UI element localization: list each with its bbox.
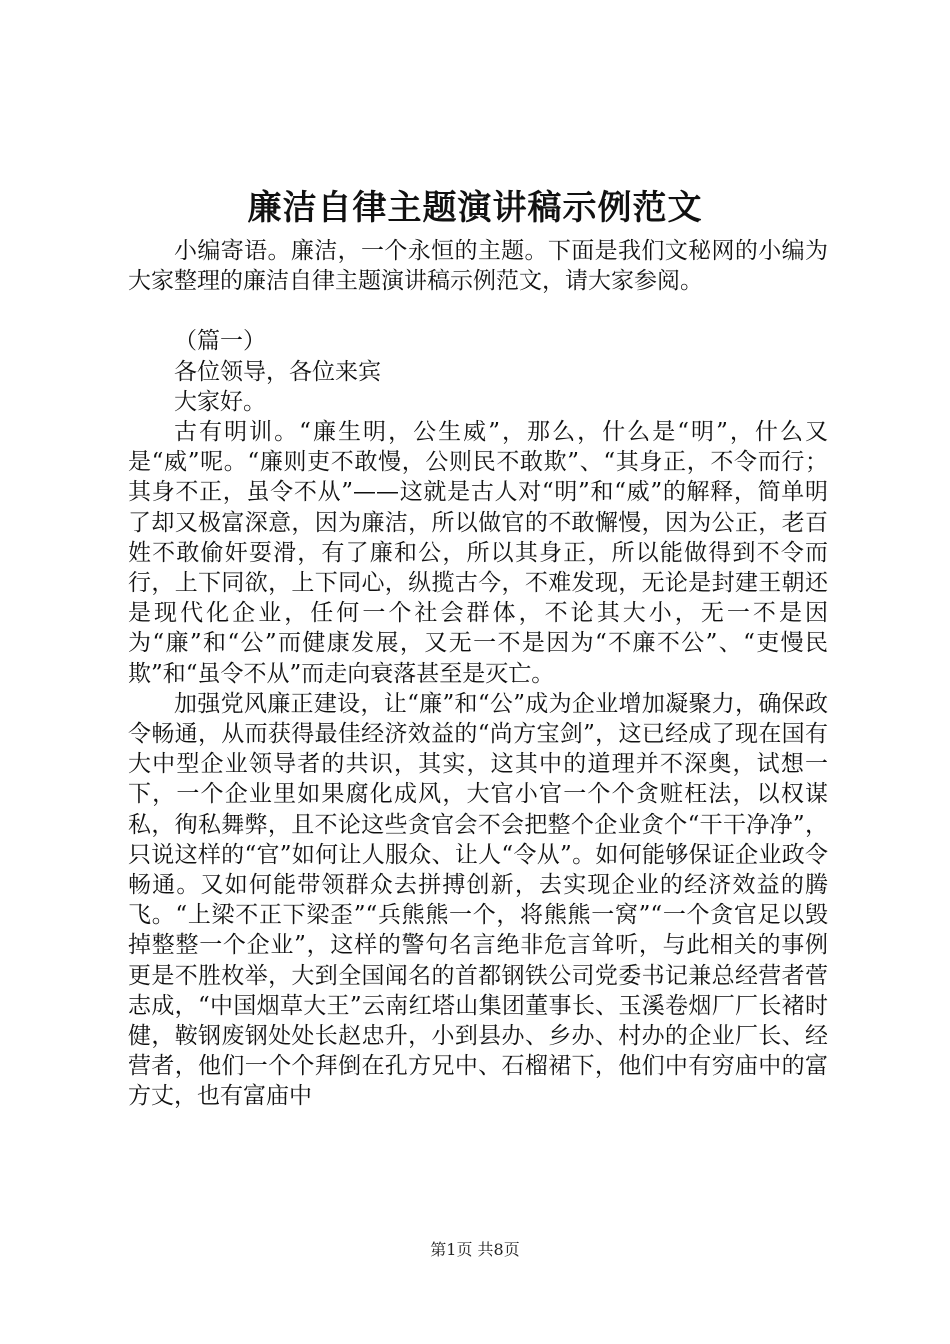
- section-heading: （篇一）: [174, 328, 266, 355]
- salutation: 各位领导，各位来宾: [174, 358, 381, 385]
- document-body: [128, 236, 828, 1112]
- document-title: 廉洁自律主题演讲稿示例范文: [247, 188, 703, 228]
- greeting: 大家好。: [174, 388, 266, 415]
- body-paragraph: 加强党风廉正建设，让“廉”和“公”成为企业增加凝聚力，确保政令畅通，从而获得最佳经济效益的“尚方宝剑”，这已经成了现在国有大中型企业领导者的共识，其实，这其中的道理并不深奥，试想一下，一个企业里如果腐化成风，大官小官一个个贪赃枉法，以权谋私，徇私舞弊，且不论这些贪官会不会把整个企业贪个“干干净净”，只说这样的“官”如何让人服众、让人“令从”。如何能够保证企业政令畅通。又如何能带领群众去拼搏创新，去实现企业的经济效益的腾飞。“上梁不正下梁歪”“兵熊熊一个，将熊熊一窝”“一个贪官足以毁掉整整一个企业”，这样的警句名言绝非危言耸听，与此相关的事例更是不胜枚举，大到全国闻名的首都钢铁公司党委书记兼总经营者菅志成，“中国烟草大王”云南红塔山集团董事长、玉溪卷烟厂厂长褚时健，鞍钢废钢处处长赵忠升，小到县办、乡办、村办的企业厂长、经营者，他们一个个拜倒在孔方兄中、石榴裙下，他们中有穷庙中的富方丈，也有富庙中: [128, 690, 828, 1110]
- body-paragraph: 古有明训。“廉生明，公生威”，那么，什么是“明”，什么又是“威”呢。“廉则吏不敢慢，公则民不敢欺”、“其身正，不令而行；其身不正，虽令不从”——这就是古人对“明”和“威”的解释，简单明了却又极富深意，因为廉洁，所以做官的不敢懈慢，因为公正，老百姓不敢偷奸耍滑，有了廉和公，所以其身正，所以能做得到不令而行，上下同欲，上下同心，纵揽古今，不难发现，无论是封建王朝还是现代化企业，任何一个社会群体，不论其大小，无一不是因为“廉”和“公”而健康发展，又无一不是因为“不廉不公”、“吏慢民欺”和“虽令不从”而走向衰落甚至是灭亡。: [128, 419, 828, 687]
- page-footer: 第1页 共8页: [430, 1240, 520, 1259]
- intro-paragraph: 小编寄语。廉洁，一个永恒的主题。下面是我们文秘网的小编为大家整理的廉洁自律主题演讲稿示例范文，请大家参阅。: [128, 238, 828, 295]
